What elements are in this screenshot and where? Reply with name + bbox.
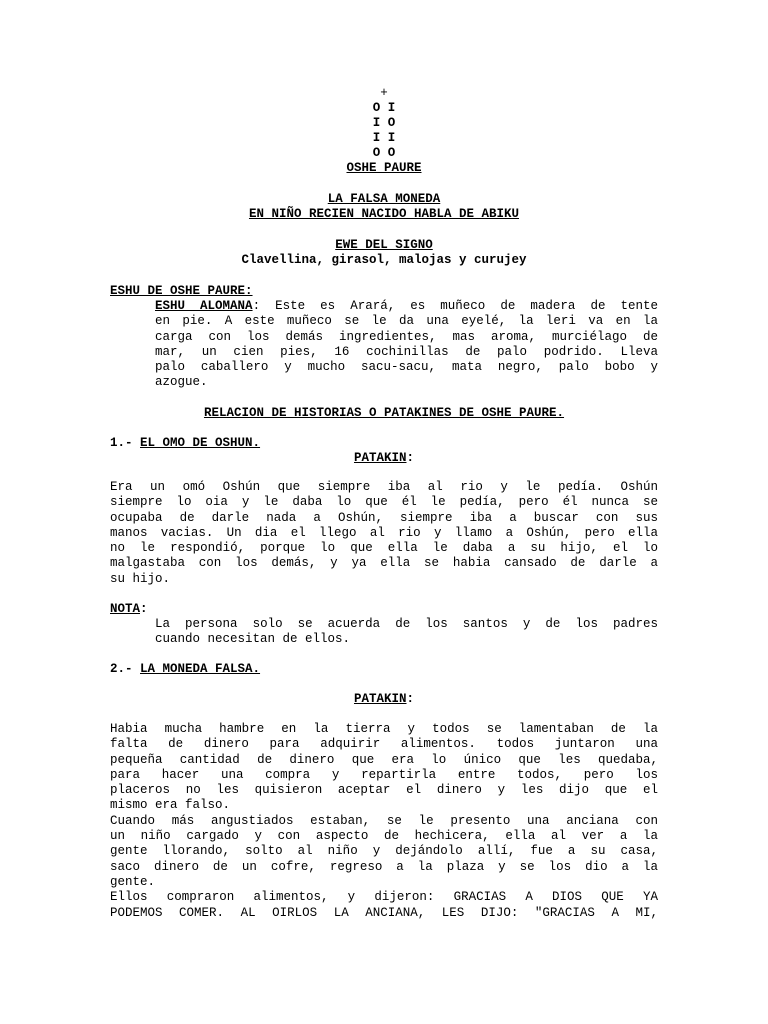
story1-line-6: malgastaba con los demás, y ya ella se habia cansado de darle a	[110, 556, 658, 571]
eshu-heading: ESHU DE OSHE PAURE:	[110, 284, 253, 298]
story2-line-8: un niño cargado y con aspecto de hechicera, ella al ver a la	[110, 829, 658, 844]
story2-line-4: para hacer una compra y repartirla entre todos, pero los	[110, 767, 658, 782]
story1-line-4: manos vacias. Un dia el llego al rio y llamo a Oshún, pero ella	[110, 525, 658, 540]
story2-line-9: gente llorando, solto al niño y dejándolo allí, fue a su casa,	[110, 844, 658, 859]
story2-line-3: pequeña cantidad de dinero que era lo único que les quedaba,	[110, 752, 658, 767]
story2-line-5: placeros no les quisieron aceptar el dinero y les dijo que el	[110, 783, 658, 798]
ewe-items: Clavellina, girasol, malojas y curujey	[241, 253, 527, 267]
story1-line-1: Era un omó Oshún que siempre iba al rio y le pedía. Oshún	[110, 480, 658, 494]
relacion-heading: RELACION DE HISTORIAS O PATAKINES DE OSHE PAURE.	[203, 406, 565, 420]
eshu-line-3: carga con los demás ingredientes, mas aroma, murciélago de	[155, 329, 658, 344]
nota-paragraph	[155, 617, 658, 648]
sign-cross: +	[380, 86, 388, 100]
story2-number: 2.-	[110, 662, 141, 676]
story2-line-11: gente.	[110, 874, 156, 889]
story1-line-2: siempre lo oia y le daba lo que él le pedía, pero él nunca se	[110, 495, 658, 510]
sign-name: OSHE PAURE	[346, 161, 422, 175]
story2-patakin-colon: :	[406, 692, 415, 706]
story1-title: EL OMO DE OSHUN.	[140, 436, 261, 450]
story1-patakin	[0, 451, 768, 466]
story2-patakin-label: PATAKIN	[353, 692, 407, 706]
eshu-line-4: mar, un cien pies, 16 cochinillas de palo podrido. Lleva	[155, 344, 658, 359]
title-falsa-moneda: LA FALSA MONEDA	[327, 192, 441, 206]
ewe-heading: EWE DEL SIGNO	[335, 238, 433, 252]
title-abiku: EN NIÑO RECIEN NACIDO HABLA DE ABIKU	[248, 207, 520, 221]
eshu-paragraph	[155, 299, 658, 391]
eshu-line-5: palo caballero y mucho sacu-sacu, mata negro, palo bobo y	[155, 360, 658, 375]
story2-line-13: PODEMOS COMER. AL OIRLOS LA ANCIANA, LES DIJO: "GRACIAS A MI,	[110, 905, 658, 920]
story2-line-7: Cuando más angustiados estaban, se le presento una anciana con	[110, 813, 658, 828]
story1-patakin-colon: :	[406, 451, 415, 465]
story2-heading	[110, 662, 260, 677]
nota-colon: :	[140, 602, 148, 616]
story1-heading	[110, 436, 260, 451]
story1-line-5: no le respondió, porque lo que ella le daba a su hijo, el lo	[110, 541, 658, 556]
story1-number: 1.-	[110, 436, 141, 450]
story2-line-2: falta de dinero para adquirir alimentos. todos juntaron una	[110, 737, 658, 752]
story2-line-1: Habia mucha hambre en la tierra y todos se lamentaban de la	[110, 722, 658, 736]
nota-label: NOTA	[110, 602, 141, 616]
nota-line-1: La persona solo se acuerda de los santos y de los padres	[155, 617, 658, 631]
story1-paragraph	[110, 480, 658, 587]
story2-line-6: mismo era falso.	[110, 798, 231, 813]
story1-patakin-label: PATAKIN	[353, 451, 407, 465]
sign-row-4: O O	[372, 146, 396, 160]
eshu-line-1: : Este es Arará, es muñeco de madera de tente	[252, 299, 658, 313]
eshu-line-2: en pie. A este muñeco se le da una eyelé, la leri va en la	[155, 314, 658, 329]
story2-title: LA MONEDA FALSA.	[140, 662, 261, 676]
sign-row-1: O I	[372, 101, 396, 115]
sign-row-2: I O	[372, 116, 396, 130]
nota-line-2: cuando necesitan de ellos.	[155, 632, 351, 647]
sign-row-3: I I	[372, 131, 396, 145]
story2-line-12: Ellos compraron alimentos, y dijeron: GRACIAS A DIOS QUE YA	[110, 890, 658, 905]
story2-paragraph	[110, 722, 658, 921]
eshu-line-6: azogue.	[155, 375, 208, 390]
story2-line-10: saco dinero de un cofre, regreso a la plaza y se los dio a la	[110, 859, 658, 874]
eshu-name: ESHU ALOMANA	[155, 299, 253, 313]
story1-line-7: su hijo.	[110, 571, 171, 586]
story1-line-3: ocupaba de darle nada a Oshún, siempre iba a buscar con sus	[110, 510, 658, 525]
story2-patakin	[0, 692, 768, 707]
nota-heading	[110, 602, 148, 617]
